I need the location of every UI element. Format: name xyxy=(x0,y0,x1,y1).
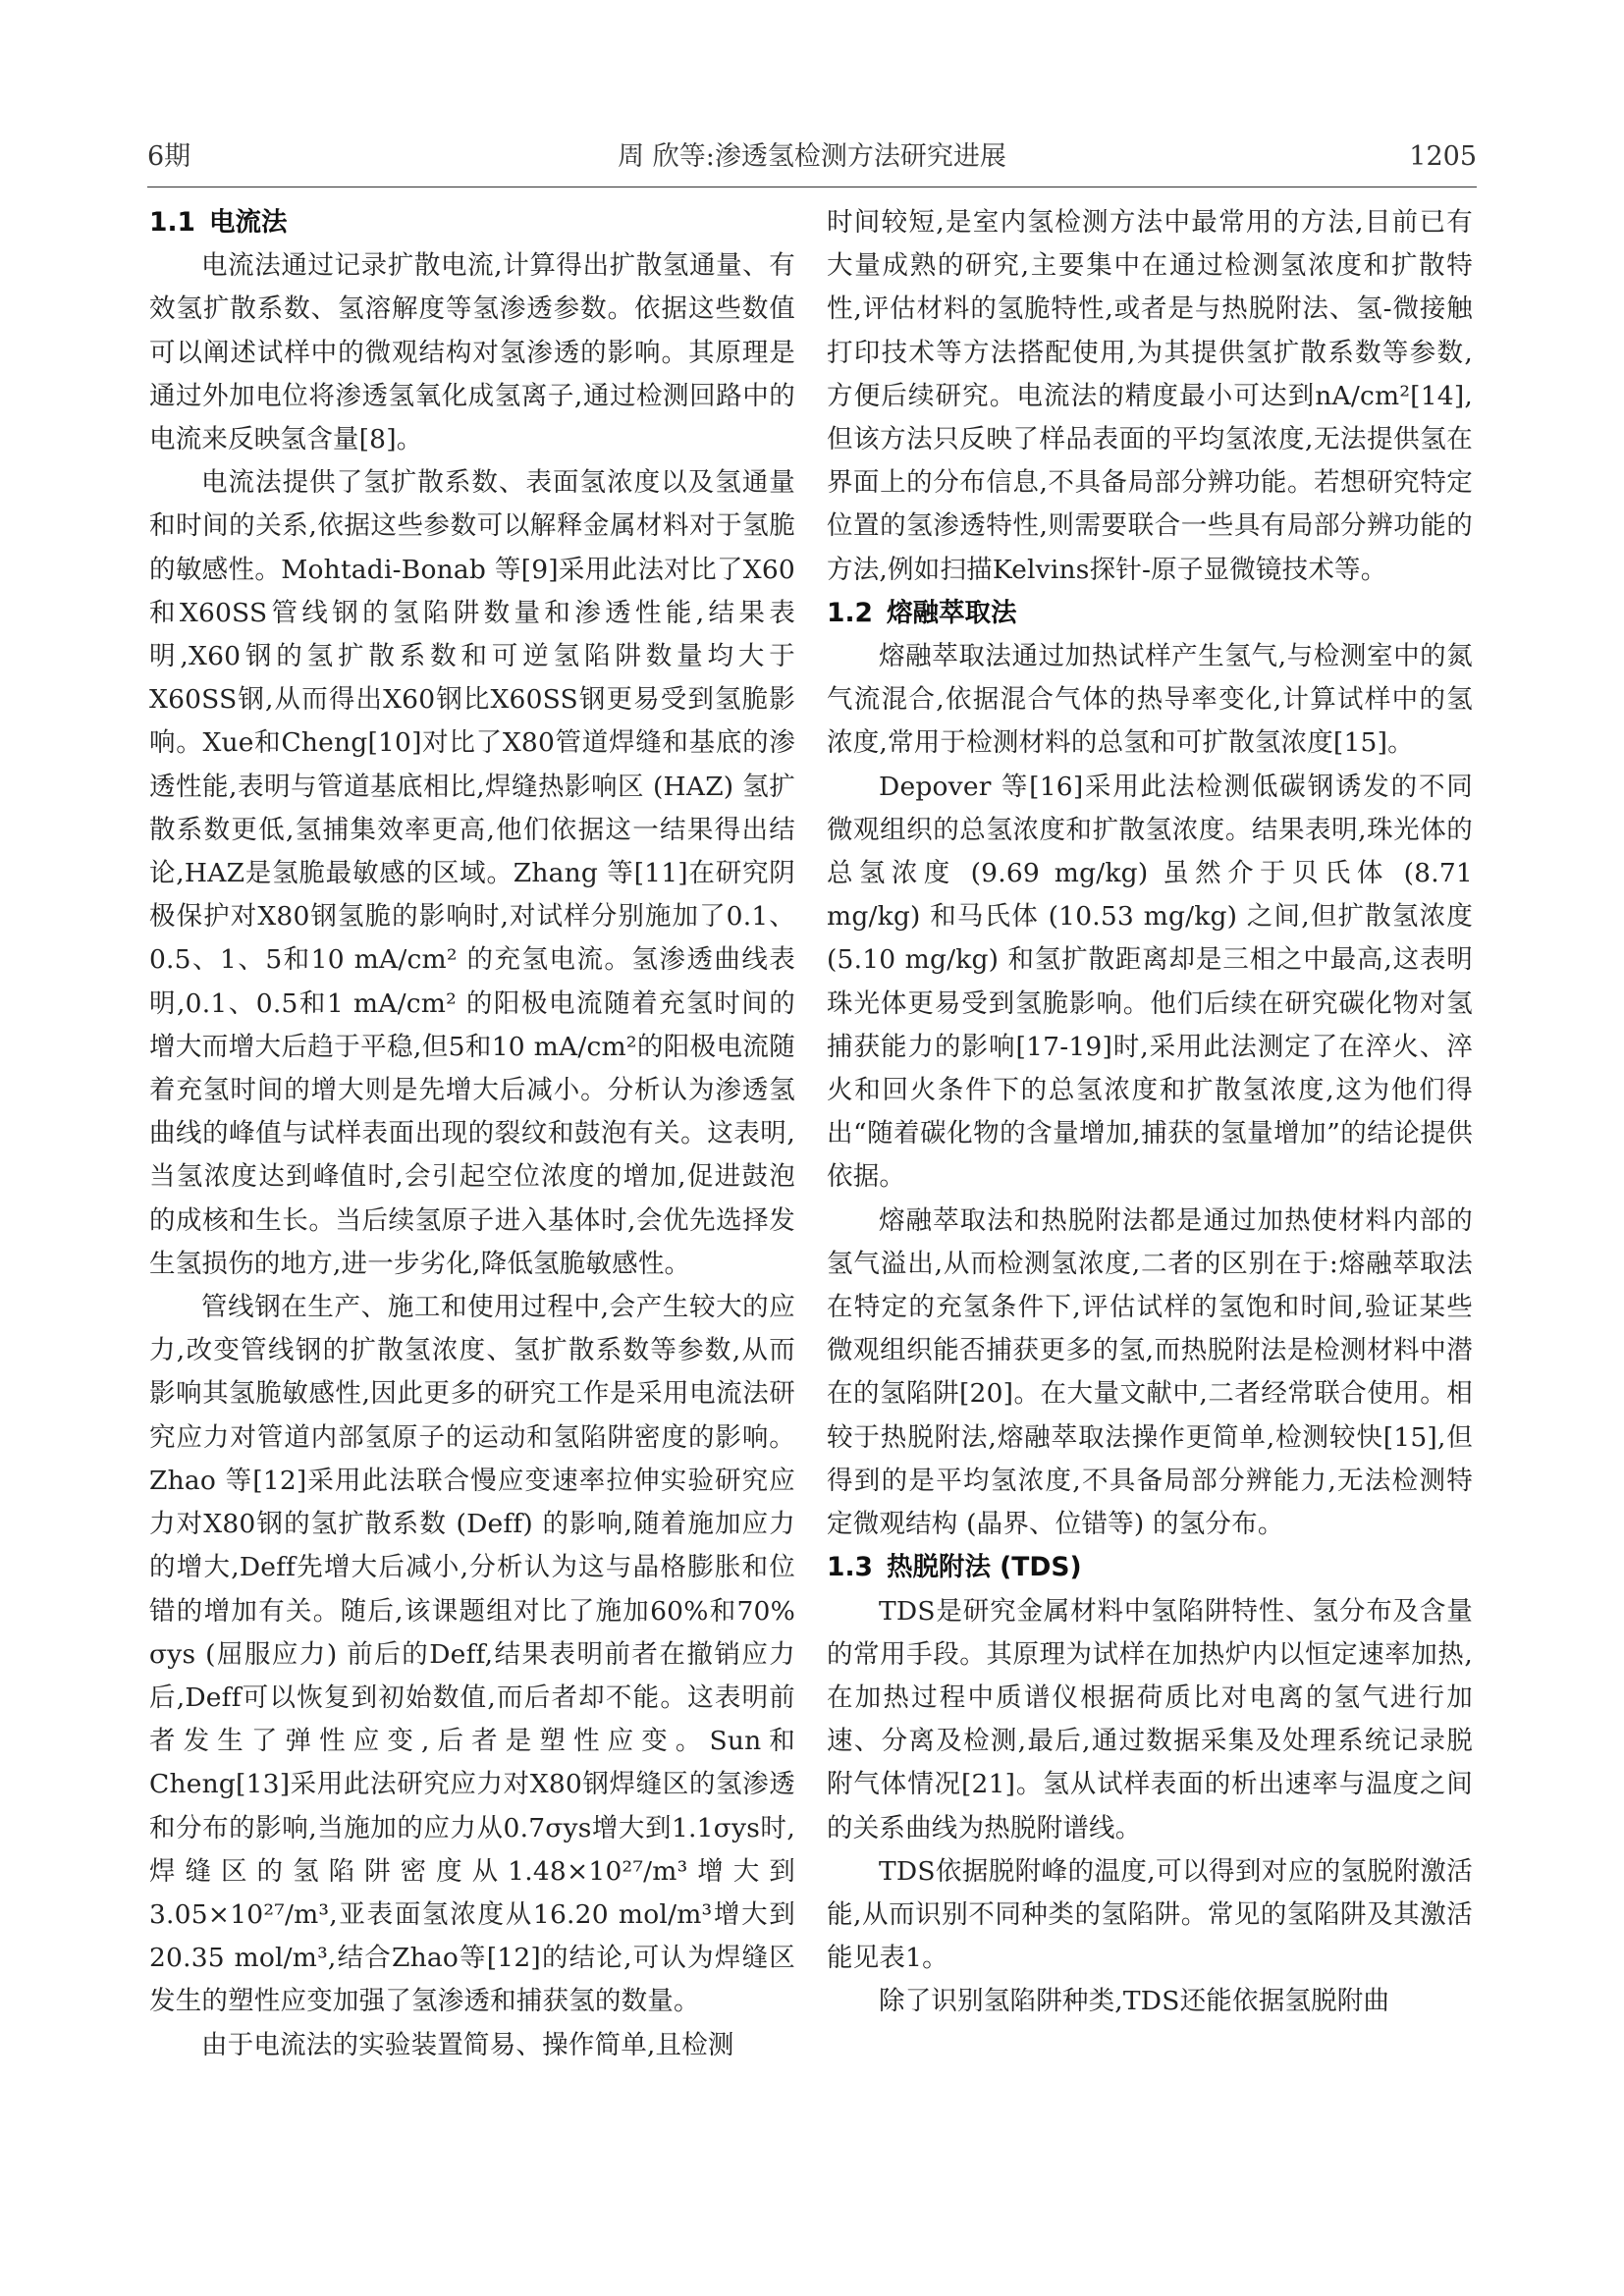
section-title: 热脱附法 (TDS) xyxy=(886,1552,1082,1583)
right-column xyxy=(827,201,1473,2024)
paragraph: 熔融萃取法和热脱附法都是通过加热使材料内部的氢气溢出,从而检测氢浓度,二者的区别在于:熔融萃取法在特定的充氢条件下,评估试样的氢饱和时间,验证某些微观组织能否捕获更多的氢,而热脱附法是检测材料中潜在的氢陷阱[20]。在大量文献中,二者经常联合使用。相较于热脱附法,熔融萃取法操作更简单,检测较快[15],但得到的是平均氢浓度,不具备局部分辨能力,无法检测特定微观结构 (晶界、位错等) 的氢分布。 xyxy=(827,1204,1473,1540)
paragraph-continued: 时间较短,是室内氢检测方法中最常用的方法,目前已有大量成熟的研究,主要集中在通过检测氢浓度和扩散特性,评估材料的氢脆特性,或者是与热脱附法、氢-微接触打印技术等方法搭配使用,为其提供氢扩散系数等参数,方便后续研究。电流法的精度最小可达到nA/cm²[14],但该方法只反映了样品表面的平均氢浓度,无法提供氢在界面上的分布信息,不具备局部分辨功能。若想研究特定位置的氢渗透特性,则需要联合一些具有局部分辨功能的方法,例如扫描Kelvins探针-原子显微镜技术等。 xyxy=(827,207,1473,585)
paragraph: 除了识别氢陷阱种类,TDS还能依据氢脱附曲 xyxy=(879,1986,1390,2017)
page-number: 1205 xyxy=(1409,141,1477,172)
issue-label: 6期 xyxy=(147,141,191,172)
paragraph: 电流法通过记录扩散电流,计算得出扩散氢通量、有效氢扩散系数、氢溶解度等氢渗透参数。依据这些数值可以阐述试样中的微观结构对氢渗透的影响。其原理是通过外加电位将渗透氢氧化成氢离子,通过检测回路中的电流来反映氢含量[8]。 xyxy=(149,250,795,455)
paragraph: TDS是研究金属材料中氢陷阱特性、氢分布及含量的常用手段。其原理为试样在加热炉内以恒定速率加热,在加热过程中质谱仪根据荷质比对电离的氢气进行加速、分离及检测,最后,通过数据采集及处理系统记录脱附气体情况[21]。氢从试样表面的析出速率与温度之间的关系曲线为热脱附谱线。 xyxy=(827,1595,1473,1843)
section-heading-1-1 xyxy=(149,201,795,244)
paragraph: 由于电流法的实验装置简易、操作简单,且检测 xyxy=(201,2029,734,2060)
paragraph: 管线钢在生产、施工和使用过程中,会产生较大的应力,改变管线钢的扩散氢浓度、氢扩散系数等参数,从而影响其氢脆敏感性,因此更多的研究工作是采用电流法研究应力对管道内部氢原子的运动和氢陷阱密度的影响。Zhao 等[12]采用此法联合慢应变速率拉伸实验研究应力对X80钢的氢扩散系数 (Deff) 的影响,随着施加应力的增大,Deff先增大后减小,分析认为这与晶格膨胀和位错的增加有关。随后,该课题组对比了施加60%和70% σys (屈服应力) 前后的Deff,结果表明前者在撤销应力后,Deff可以恢复到初始数值,而后者却不能。这表明前者发生了弹性应变,后者是塑性应变。Sun和Cheng[13]采用此法研究应力对X80钢焊缝区的氢渗透和分布的影响,当施加的应力从0.7σys增大到1.1σys时,焊缝区的氢陷阱密度从1.48×10²⁷/m³增大到3.05×10²⁷/m³,亚表面氢浓度从16.20 mol/m³增大到20.35 mol/m³,结合Zhao等[12]的结论,可认为焊缝区发生的塑性应变加强了氢渗透和捕获氢的数量。 xyxy=(149,1292,795,2017)
section-title: 熔融萃取法 xyxy=(886,597,1017,628)
left-column xyxy=(149,201,795,2067)
paragraph: 熔融萃取法通过加热试样产生氢气,与检测室中的氮气流混合,依据混合气体的热导率变化,计算试样中的氢浓度,常用于检测材料的总氢和可扩散氢浓度[15]。 xyxy=(827,641,1473,759)
paragraph: Depover 等[16]采用此法检测低碳钢诱发的不同微观组织的总氢浓度和扩散氢浓度。结果表明,珠光体的总氢浓度 (9.69 mg/kg) 虽然介于贝氏体 (8.71 mg/kg) 和马氏体 (10.53 mg/kg) 之间,但扩散氢浓度 (5.10 mg/kg) 和氢扩散距离却是三相之中最高,这表明珠光体更易受到氢脆影响。他们后续在研究碳化物对氢捕获能力的影响[17-19]时,采用此法测定了在淬火、淬火和回火条件下的总氢浓度和扩散氢浓度,这为他们得出“随着碳化物的含量增加,捕获的氢量增加”的结论提供依据。 xyxy=(827,771,1473,1193)
section-heading-1-3 xyxy=(827,1546,1473,1589)
paragraph: TDS依据脱附峰的温度,可以得到对应的氢脱附激活能,从而识别不同种类的氢陷阱。常见的氢陷阱及其激活能见表1。 xyxy=(827,1855,1473,1974)
section-heading-1-2 xyxy=(827,592,1473,635)
section-number: 1.3 xyxy=(827,1552,873,1583)
paragraph: 电流法提供了氢扩散系数、表面氢浓度以及氢通量和时间的关系,依据这些参数可以解释金属材料对于氢脆的敏感性。Mohtadi-Bonab 等[9]采用此法对比了X60和X60SS管线钢的氢陷阱数量和渗透性能,结果表明,X60钢的氢扩散系数和可逆氢陷阱数量均大于X60SS钢,从而得出X60钢比X60SS钢更易受到氢脆影响。Xue和Cheng[10]对比了X80管道焊缝和基底的渗透性能,表明与管道基底相比,焊缝热影响区 (HAZ) 氢扩散系数更低,氢捕集效率更高,他们依据这一结果得出结论,HAZ是氢脆最敏感的区域。Zhang 等[11]在研究阴极保护对X80钢氢脆的影响时,对试样分别施加了0.1、0.5、1、5和10 mA/cm² 的充氢电流。氢渗透曲线表明,0.1、0.5和1 mA/cm² 的阳极电流随着充氢时间的增大而增大后趋于平稳,但5和10 mA/cm²的阳极电流随着充氢时间的增大则是先增大后减小。分析认为渗透氢曲线的峰值与试样表面出现的裂纹和鼓泡有关。这表明,当氢浓度达到峰值时,会引起空位浓度的增加,促进鼓泡的成核和生长。当后续氢原子进入基体时,会优先选择发生氢损伤的地方,进一步劣化,降低氢脆敏感性。 xyxy=(149,467,795,1279)
running-title: 周 欣等:渗透氢检测方法研究进展 xyxy=(618,141,1006,172)
running-header xyxy=(147,137,1477,177)
section-number: 1.1 xyxy=(149,207,195,238)
section-number: 1.2 xyxy=(827,597,873,628)
section-title: 电流法 xyxy=(208,207,288,238)
